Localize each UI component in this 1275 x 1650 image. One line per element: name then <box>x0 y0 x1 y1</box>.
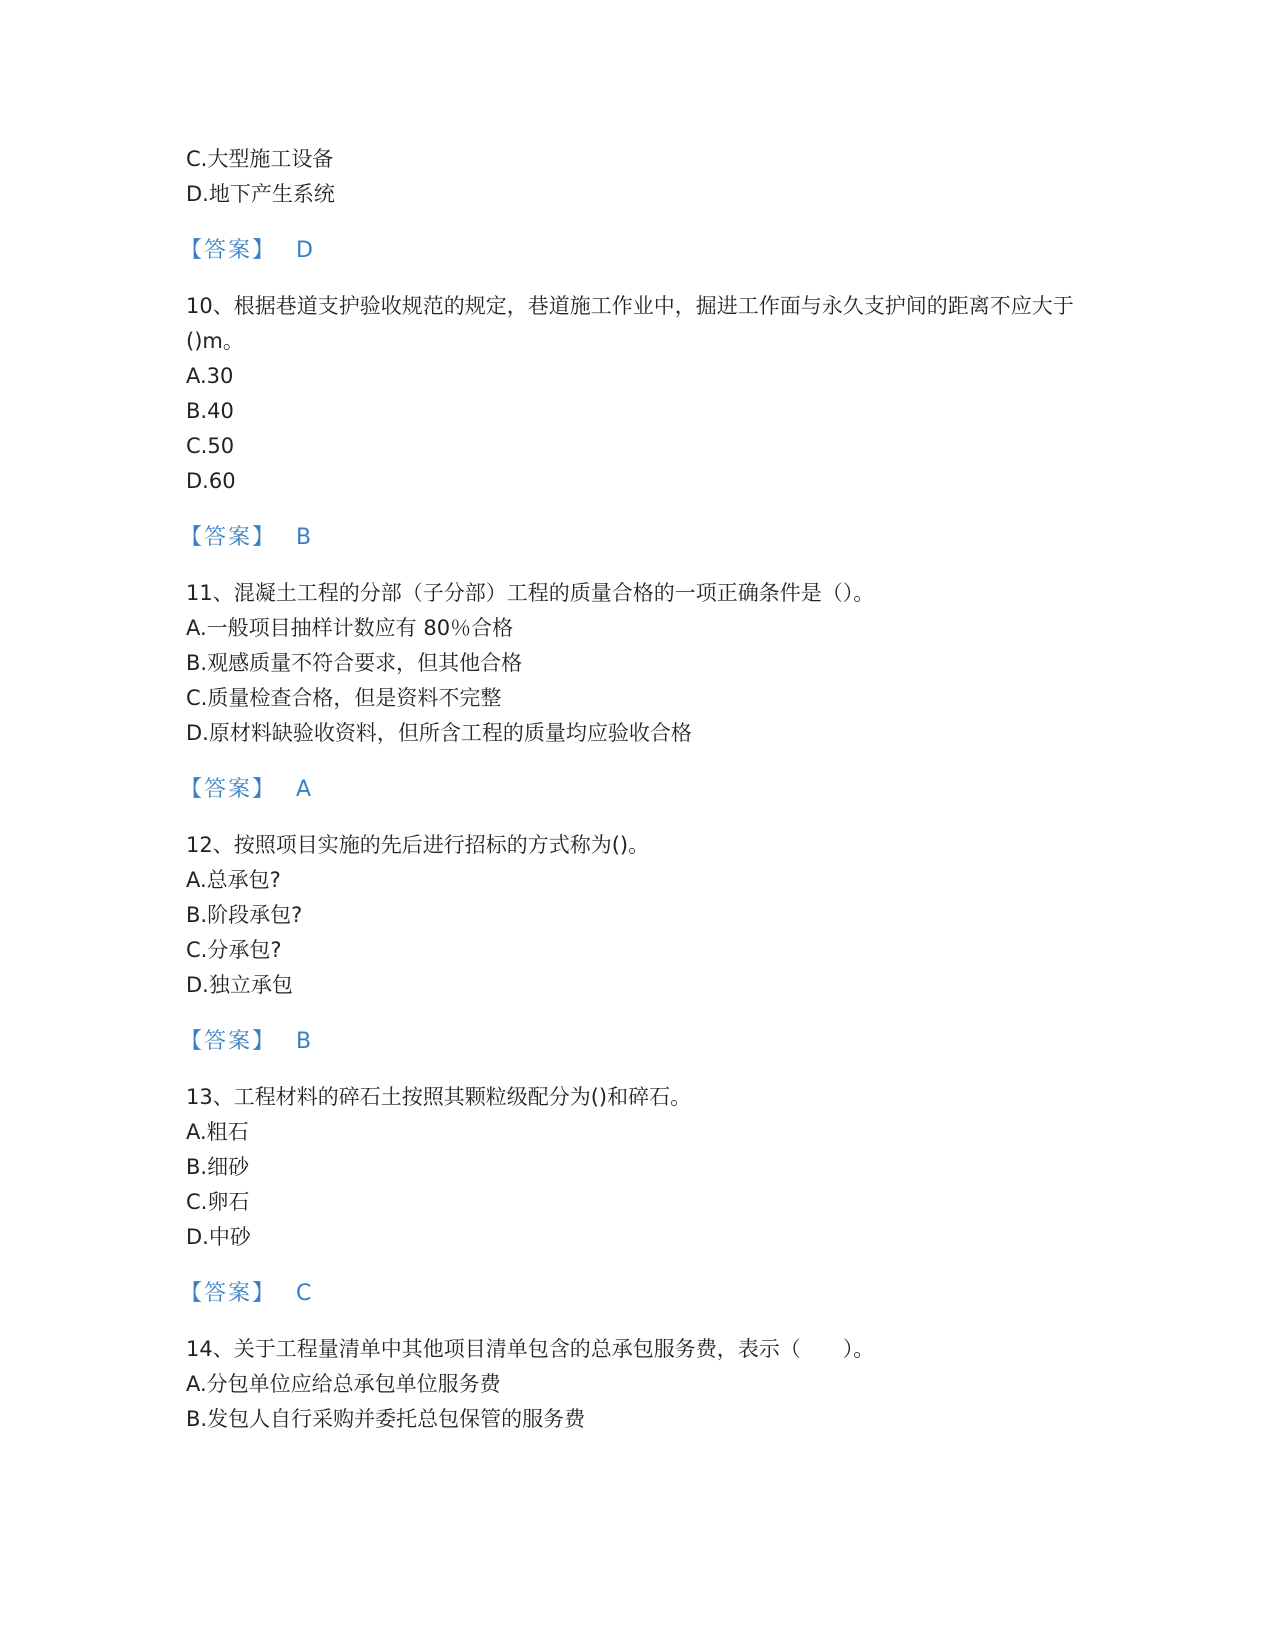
answer-value: B <box>296 525 312 550</box>
q10-stem: 10、根据巷道支护验收规范的规定，巷道施工作业中，掘进工作面与永久支护间的距离不应大于()m。 <box>186 294 1074 353</box>
q12-option-a: A.总承包? <box>186 868 281 892</box>
document-page <box>180 142 1086 1437</box>
q10-option-a: A.30 <box>186 364 234 388</box>
q10-option-c: C.50 <box>186 434 235 458</box>
answer-label: 【答案】 <box>180 525 277 550</box>
q12-option-c: C.分承包? <box>186 938 282 962</box>
q14-stem: 14、关于工程量清单中其他项目清单包含的总承包服务费，表示（ ）。 <box>186 1337 875 1361</box>
q10-answer <box>180 520 1086 555</box>
q11-option-a: A.一般项目抽样计数应有 80％合格 <box>186 616 514 640</box>
q13-stem: 13、工程材料的碎石土按照其颗粒级配分为()和碎石。 <box>186 1085 692 1109</box>
q11-option-c: C.质量检查合格，但是资料不完整 <box>186 686 502 710</box>
q10-option-d: D.60 <box>186 469 236 493</box>
q11-option-b: B.观感质量不符合要求，但其他合格 <box>186 651 523 675</box>
q11-stem: 11、混凝土工程的分部（子分部）工程的质量合格的一项正确条件是（）。 <box>186 581 875 605</box>
q12-option-d: D.独立承包 <box>186 973 293 997</box>
answer-label: 【答案】 <box>180 1029 277 1054</box>
answer-value: C <box>296 1281 312 1306</box>
q13-option-a: A.粗石 <box>186 1120 249 1144</box>
q13-option-b: B.细砂 <box>186 1155 250 1179</box>
q9-option-d: D.地下产生系统 <box>186 182 335 206</box>
answer-value: B <box>296 1029 312 1054</box>
answer-value: D <box>296 238 313 263</box>
q13-option-d: D.中砂 <box>186 1225 251 1249</box>
answer-label: 【答案】 <box>180 777 277 802</box>
q14-option-a: A.分包单位应给总承包单位服务费 <box>186 1372 501 1396</box>
q14-option-b: B.发包人自行采购并委托总包保管的服务费 <box>186 1407 586 1431</box>
q12-option-b: B.阶段承包? <box>186 903 303 927</box>
q11-option-d: D.原材料缺验收资料，但所含工程的质量均应验收合格 <box>186 721 692 745</box>
q9-option-c: C.大型施工设备 <box>186 147 334 171</box>
answer-label: 【答案】 <box>180 238 277 263</box>
q9-answer <box>180 233 1086 268</box>
q13-option-c: C.卵石 <box>186 1190 250 1214</box>
q10-option-b: B.40 <box>186 399 234 423</box>
q11-answer <box>180 772 1086 807</box>
q13-answer <box>180 1276 1086 1311</box>
answer-value: A <box>296 777 312 802</box>
q12-answer <box>180 1024 1086 1059</box>
q12-stem: 12、按照项目实施的先后进行招标的方式称为()。 <box>186 833 650 857</box>
answer-label: 【答案】 <box>180 1281 277 1306</box>
